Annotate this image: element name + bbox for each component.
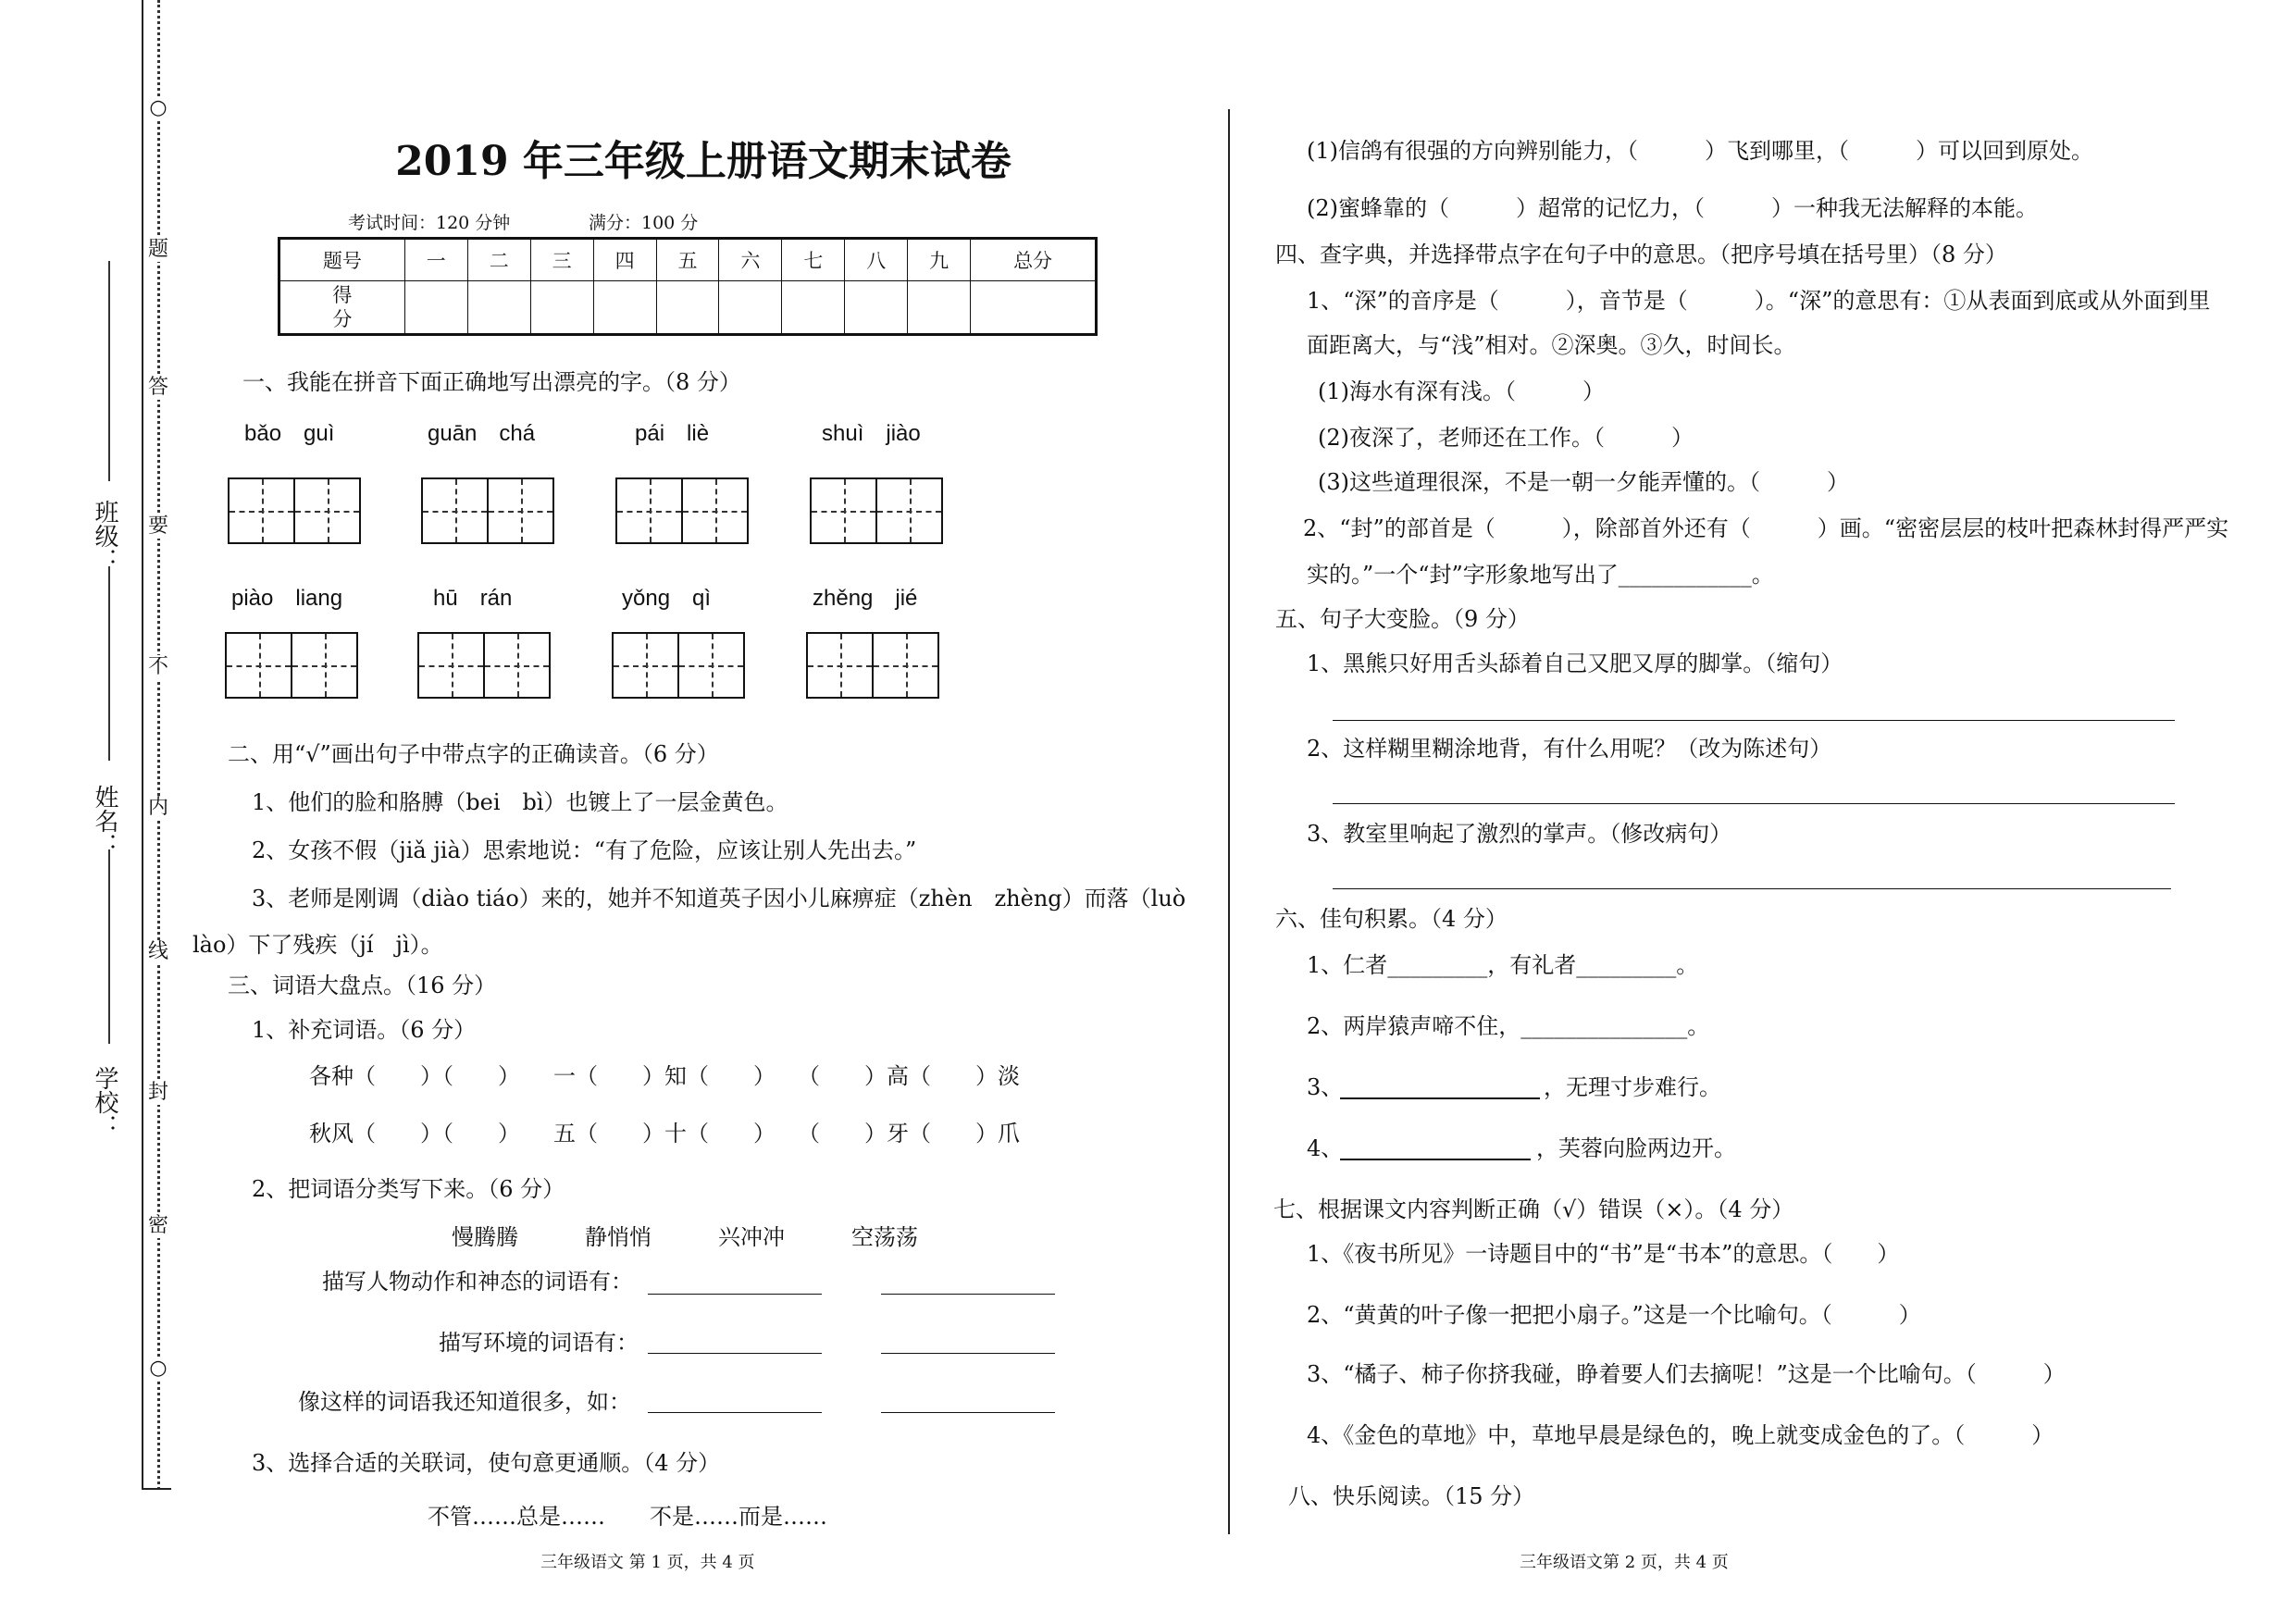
score-col: 七 (782, 239, 845, 281)
answer-line[interactable] (881, 1294, 1055, 1295)
label-class: 班级： (91, 500, 118, 572)
class-name-line (108, 261, 110, 481)
answer-line[interactable] (881, 1412, 1055, 1413)
score-cell[interactable] (971, 281, 1097, 335)
seal-circle-bottom: ○ (146, 1357, 170, 1381)
score-col: 三 (530, 239, 593, 281)
writing-grid[interactable] (806, 632, 939, 699)
question: (2)夜深了，老师还在工作。（ ） (1318, 425, 1694, 451)
answer-line[interactable] (1333, 720, 2175, 721)
question-continued: 面距离大，与“浅”相对。②深奥。③久，时间长。 (1307, 332, 1796, 358)
score-row-label-1: 得 (332, 284, 353, 306)
question: 1、黑熊只好用舌头舔着自己又肥又厚的脚掌。（缩句） (1307, 651, 1843, 676)
label-name: 姓名： (91, 785, 118, 857)
binding-line (142, 0, 143, 1490)
answer-line[interactable] (648, 1412, 822, 1413)
writing-grid[interactable] (421, 477, 554, 544)
score-cell[interactable] (782, 281, 845, 335)
score-col: 五 (656, 239, 719, 281)
page-title: 2019 年三年级上册语文期末试卷 (395, 138, 1011, 185)
answer-line[interactable] (648, 1294, 822, 1295)
question-continued: 实的。”一个“封”字形象地写出了____________。 (1307, 562, 1774, 588)
score-cell[interactable] (719, 281, 782, 335)
question: (1)信鸽有很强的方向辨别能力，（ ）飞到哪里，（ ）可以回到原处。 (1307, 138, 2093, 164)
word-bank: 慢腾腾 静悄悄 兴冲冲 空荡荡 (452, 1224, 918, 1250)
section-7-title: 七、根据课文内容判断正确（√）错误（×）。（4 分） (1273, 1196, 1794, 1222)
section-1-title: 一、我能在拼音下面正确地写出漂亮的字。（8 分） (242, 369, 741, 395)
pinyin: bǎo guì (244, 421, 335, 446)
answer-line[interactable] (1333, 803, 2175, 804)
fill-in-words-row: 秋风（ ）（ ） 五（ ）十（ ） （ ）牙（ ）爪 (309, 1121, 1020, 1147)
subsection-title: 1、补充词语。（6 分） (252, 1017, 477, 1043)
pinyin: hū rán (433, 586, 513, 611)
writing-grid[interactable] (612, 632, 745, 699)
question: 2、两岸猿声啼不住，_______________。 (1307, 1013, 1710, 1039)
section-2-title: 二、用“√”画出句子中带点字的正确读音。（6 分） (228, 741, 719, 767)
score-cell[interactable] (593, 281, 656, 335)
section-4-title: 四、查字典，并选择带点字在句子中的意思。（把序号填在括号里）（8 分） (1275, 242, 2007, 267)
section-3-title: 三、词语大盘点。（16 分） (228, 973, 497, 998)
question: (2)蜜蜂靠的（ ）超常的记忆力，（ ）一种我无法解释的本能。 (1307, 195, 2038, 221)
exam-time: 考试时间：120 分钟 (348, 213, 511, 233)
page-divider (1228, 109, 1230, 1534)
writing-grid[interactable] (225, 632, 358, 699)
writing-grid[interactable] (615, 477, 749, 544)
question: ，无理寸步难行。 (1544, 1074, 1721, 1100)
binding-dotted-line (157, 0, 160, 1490)
score-table (278, 237, 1098, 336)
score-cell[interactable] (530, 281, 593, 335)
category-label: 像这样的词语我还知道很多，如： (298, 1389, 631, 1415)
question: 3、“橘子、柿子你挤我碰，睁着要人们去摘呢！”这是一个比喻句。（ ） (1307, 1361, 2066, 1387)
score-cell[interactable] (404, 281, 467, 335)
score-col: 二 (467, 239, 530, 281)
question: (3)这些道理很深，不是一朝一夕能弄懂的。（ ） (1318, 469, 1849, 495)
section-6-title: 六、佳句积累。（4 分） (1275, 906, 1508, 932)
score-header-label: 题号 (279, 239, 405, 281)
score-row-label-2: 分 (332, 308, 353, 330)
subsection-title: 3、选择合适的关联词，使句意更通顺。（4 分） (252, 1450, 721, 1476)
question: 4、《金色的草地》中，草地早晨是绿色的，晚上就变成金色的了。（ ） (1307, 1422, 2054, 1448)
question: 2、女孩不假（jiǎ jià）思索地说：“有了危险，应该让别人先出去。” (252, 837, 917, 863)
score-cell[interactable] (908, 281, 971, 335)
score-col: 四 (593, 239, 656, 281)
subsection-title: 2、把词语分类写下来。（6 分） (252, 1176, 565, 1202)
answer-line[interactable] (881, 1353, 1055, 1354)
score-col: 八 (845, 239, 908, 281)
category-label: 描写人物动作和神态的词语有： (322, 1269, 633, 1295)
question: 1、仁者_________，有礼者_________。 (1307, 952, 1699, 978)
pinyin: shuì jiào (822, 421, 921, 446)
question-prefix: 4、 (1307, 1135, 1344, 1161)
section-8-title: 八、快乐阅读。（15 分） (1288, 1483, 1535, 1509)
question-prefix: 3、 (1307, 1074, 1344, 1100)
writing-grid[interactable] (810, 477, 943, 544)
answer-line[interactable] (1333, 888, 2171, 889)
category-label: 描写环境的词语有： (439, 1330, 639, 1356)
score-cell[interactable] (845, 281, 908, 335)
answer-line[interactable] (648, 1353, 822, 1354)
label-school: 学校： (91, 1066, 118, 1138)
question: 3、老师是刚调（diào tiáo）来的，她并不知道英子因小儿麻痹症（zhèn zhèng）而落（luò (252, 886, 1186, 911)
full-score: 满分：100 分 (589, 213, 699, 233)
score-col: 一 (404, 239, 467, 281)
score-cell[interactable] (656, 281, 719, 335)
pinyin: piào liang (231, 586, 343, 611)
seal-char: 答 (147, 376, 168, 399)
pinyin: pái liè (635, 421, 710, 446)
section-5-title: 五、句子大变脸。（9 分） (1275, 606, 1530, 632)
seal-char: 内 (147, 796, 168, 819)
seal-char: 密 (147, 1214, 168, 1237)
answer-line[interactable] (1340, 1159, 1531, 1160)
question: 1、“深”的音序是（ ），音节是（ ）。“深”的意思有：①从表面到底或从外面到里 (1307, 288, 2211, 314)
seal-char: 要 (147, 514, 168, 538)
score-col-total: 总分 (971, 239, 1097, 281)
seal-char: 封 (147, 1081, 168, 1104)
score-row-label (279, 281, 405, 335)
pinyin: guān chá (428, 421, 536, 446)
fill-in-words-row: 各种（ ）（ ） 一（ ）知（ ） （ ）高（ ）淡 (309, 1063, 1020, 1089)
question: 2、“封”的部首是（ ），除部首外还有（ ）画。“密密层层的枝叶把森林封得严严实 (1303, 515, 2229, 541)
question: 2、这样糊里糊涂地背，有什么用呢？（改为陈述句） (1307, 736, 1832, 762)
question: 3、教室里响起了激烈的掌声。（修改病句） (1307, 821, 1732, 847)
footer-page-2: 三年级语文第 2 页，共 4 页 (1520, 1553, 1729, 1572)
pinyin: yǒng qì (622, 586, 712, 611)
question: 1、《夜书所见》一诗题目中的“书”是“书本”的意思。（ ） (1307, 1241, 1900, 1267)
score-col: 九 (908, 239, 971, 281)
question: ，芙蓉向脸两边开。 (1536, 1135, 1736, 1161)
pinyin: zhěng jié (813, 586, 918, 611)
question: (1)海水有深有浅。（ ） (1318, 378, 1605, 404)
score-cell[interactable] (467, 281, 530, 335)
binding-line-end (142, 1488, 171, 1490)
question: 1、他们的脸和胳膊（bei bì）也镀上了一层金黄色。 (252, 789, 788, 815)
writing-grid[interactable] (417, 632, 551, 699)
question: 2、“黄黄的叶子像一把把小扇子。”这是一个比喻句。（ ） (1307, 1302, 1921, 1328)
seal-circle-top: ○ (146, 96, 170, 120)
answer-line[interactable] (1340, 1097, 1540, 1099)
seal-char: 题 (147, 238, 168, 261)
conjunction-options: 不管……总是…… 不是……而是…… (428, 1504, 827, 1530)
footer-page-1: 三年级语文 第 1 页，共 4 页 (540, 1553, 755, 1572)
student-name-line (108, 566, 110, 761)
seal-char: 不 (147, 655, 168, 678)
seal-char: 线 (147, 940, 168, 963)
writing-grid[interactable] (228, 477, 361, 544)
school-name-line (108, 849, 110, 1044)
score-col: 六 (719, 239, 782, 281)
question-continued: lào）下了残疾（jí jì）。 (192, 932, 443, 958)
